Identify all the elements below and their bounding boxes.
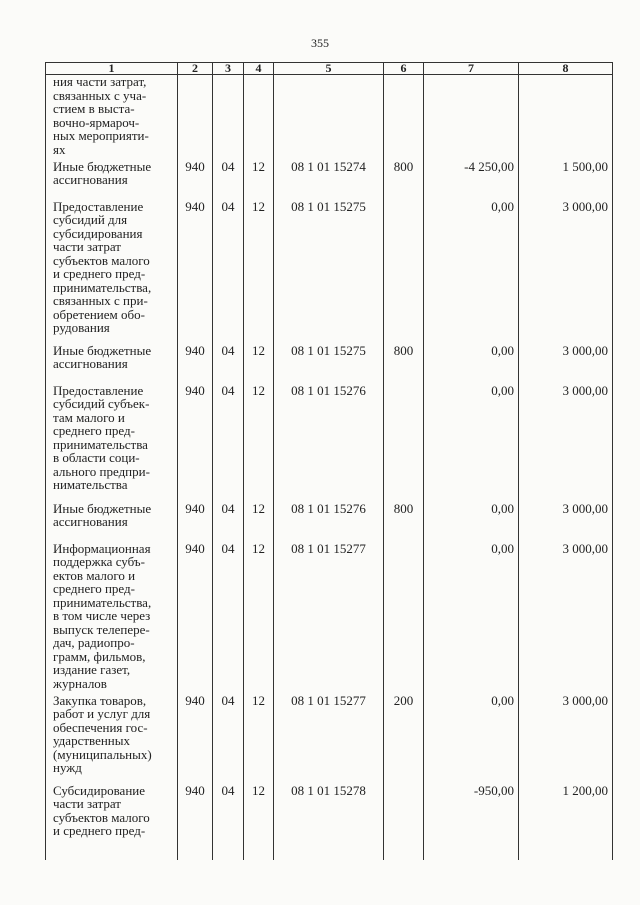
cell-section: 04: [213, 382, 244, 500]
name-line: ального предпри-: [53, 463, 150, 479]
name-line: обеспечения гос-: [53, 719, 148, 735]
cell-change-amount: [424, 75, 519, 158]
name-line: дач, радиопро-: [53, 635, 135, 650]
cell-change-amount: 0,00: [424, 540, 519, 692]
name-line: вочно-ярмароч-: [53, 114, 140, 130]
cell-expense-type: [384, 75, 424, 158]
cell-section: [213, 75, 244, 158]
name-line: принимательства: [53, 436, 148, 452]
cell-expense-type: [384, 540, 424, 692]
name-line: нимательства: [53, 477, 128, 492]
name-line: стием в выста-: [53, 101, 135, 116]
cell-change-amount: -4 250,00: [424, 158, 519, 198]
cell-target-article: 08 1 01 15275: [274, 198, 384, 342]
cell-expense-type: 800: [384, 500, 424, 540]
table-row: [46, 692, 613, 782]
name-line: там малого и: [53, 409, 125, 425]
cell-name: [46, 382, 178, 500]
cell-section: 04: [213, 342, 244, 382]
table-row: [46, 198, 613, 342]
cell-ministry: 940: [178, 198, 213, 342]
cell-expense-type: [384, 382, 424, 500]
name-line: Предоставление: [53, 382, 144, 398]
header-row: [46, 63, 613, 75]
cell-total-amount: 3 000,00: [519, 198, 613, 342]
name-line: ассигнования: [53, 514, 128, 529]
name-line: среднего пред-: [53, 581, 135, 596]
column-header: 4: [244, 63, 274, 75]
cell-target-article: 08 1 01 15276: [274, 500, 384, 540]
name-line: субсидий для: [53, 212, 128, 227]
cell-ministry: 940: [178, 382, 213, 500]
cell-change-amount: 0,00: [424, 342, 519, 382]
cell-change-amount: 0,00: [424, 382, 519, 500]
name-line: субъектов малого: [53, 252, 150, 268]
name-line: поддержка субъ-: [53, 554, 145, 569]
cell-target-article: 08 1 01 15277: [274, 540, 384, 692]
column-header: 6: [384, 63, 424, 75]
name-line: рудования: [53, 320, 110, 335]
name-line: ассигнования: [53, 172, 128, 187]
name-line: ектов малого и: [53, 567, 136, 583]
cell-total-amount: 1 500,00: [519, 158, 613, 198]
cell-name: [46, 540, 178, 692]
name-line: субсидий субъек-: [53, 396, 150, 411]
table-row: [46, 382, 613, 500]
cell-section: 04: [213, 782, 244, 860]
table-row: [46, 75, 613, 158]
name-line: Информационная: [53, 540, 151, 556]
cell-subsection: [244, 75, 274, 158]
cell-section: 04: [213, 692, 244, 782]
name-line: ных мероприяти-: [53, 128, 149, 143]
cell-change-amount: 0,00: [424, 198, 519, 342]
name-line: ударственных: [53, 733, 130, 748]
cell-name: [46, 75, 178, 158]
cell-expense-type: [384, 782, 424, 860]
name-line: части затрат: [53, 796, 121, 811]
column-header: 5: [274, 63, 384, 75]
cell-name: [46, 198, 178, 342]
cell-total-amount: 3 000,00: [519, 342, 613, 382]
cell-name: [46, 782, 178, 860]
table-row: [46, 158, 613, 198]
cell-section: 04: [213, 500, 244, 540]
name-line: принимательства,: [53, 594, 152, 610]
name-line: Субсидирование: [53, 782, 146, 798]
name-line: Закупка товаров,: [53, 692, 147, 708]
name-line: журналов: [53, 675, 107, 691]
name-line: связанных с при-: [53, 293, 148, 308]
column-header: 1: [46, 63, 178, 75]
name-line: субъектов малого: [53, 809, 150, 825]
cell-target-article: 08 1 01 15278: [274, 782, 384, 860]
cell-section: 04: [213, 198, 244, 342]
name-line: Иные бюджетные: [53, 158, 152, 174]
cell-subsection: 12: [244, 158, 274, 198]
cell-expense-type: 800: [384, 342, 424, 382]
name-line: принимательства,: [53, 279, 152, 295]
cell-name: [46, 692, 178, 782]
name-line: ассигнования: [53, 356, 128, 371]
cell-section: 04: [213, 158, 244, 198]
cell-change-amount: -950,00: [424, 782, 519, 860]
name-line: среднего пред-: [53, 423, 135, 438]
cell-ministry: [178, 75, 213, 158]
name-line: нужд: [53, 760, 82, 775]
cell-target-article: 08 1 01 15276: [274, 382, 384, 500]
name-line: грамм, фильмов,: [53, 648, 146, 664]
cell-name: [46, 500, 178, 540]
table-row: [46, 782, 613, 860]
name-line: в области соци-: [53, 450, 140, 465]
column-header: 3: [213, 63, 244, 75]
name-line: субсидирования: [53, 225, 143, 241]
name-line: обретением обо-: [53, 306, 145, 322]
name-line: выпуск телепере-: [53, 621, 150, 637]
cell-section: 04: [213, 540, 244, 692]
cell-name: [46, 158, 178, 198]
cell-ministry: 940: [178, 692, 213, 782]
cell-total-amount: 3 000,00: [519, 382, 613, 500]
cell-target-article: 08 1 01 15275: [274, 342, 384, 382]
name-line: ния части затрат,: [53, 74, 147, 89]
table-row: [46, 500, 613, 540]
cell-ministry: 940: [178, 500, 213, 540]
cell-ministry: 940: [178, 158, 213, 198]
column-header: 7: [424, 63, 519, 75]
name-line: издание газет,: [53, 662, 131, 677]
cell-change-amount: 0,00: [424, 692, 519, 782]
name-line: связанных с уча-: [53, 87, 147, 103]
name-line: ях: [53, 141, 66, 157]
cell-total-amount: 1 200,00: [519, 782, 613, 860]
cell-ministry: 940: [178, 782, 213, 860]
cell-subsection: 12: [244, 692, 274, 782]
page-number: 355: [311, 36, 329, 50]
cell-subsection: 12: [244, 382, 274, 500]
cell-subsection: 12: [244, 198, 274, 342]
table-row: [46, 342, 613, 382]
name-line: Иные бюджетные: [53, 342, 152, 358]
cell-target-article: 08 1 01 15274: [274, 158, 384, 198]
column-header: 2: [178, 63, 213, 75]
table-row: [46, 540, 613, 692]
cell-subsection: 12: [244, 540, 274, 692]
cell-change-amount: 0,00: [424, 500, 519, 540]
cell-ministry: 940: [178, 540, 213, 692]
name-line: и среднего пред-: [53, 266, 146, 281]
cell-expense-type: 800: [384, 158, 424, 198]
cell-expense-type: [384, 198, 424, 342]
name-line: Иные бюджетные: [53, 500, 152, 516]
name-line: в том числе через: [53, 608, 151, 623]
cell-total-amount: 3 000,00: [519, 692, 613, 782]
cell-total-amount: 3 000,00: [519, 540, 613, 692]
name-line: (муниципальных): [53, 746, 152, 762]
cell-subsection: 12: [244, 500, 274, 540]
name-line: части затрат: [53, 239, 121, 254]
cell-ministry: 940: [178, 342, 213, 382]
cell-total-amount: [519, 75, 613, 158]
cell-subsection: 12: [244, 342, 274, 382]
cell-subsection: 12: [244, 782, 274, 860]
name-line: Предоставление: [53, 198, 144, 214]
column-header: 8: [519, 63, 613, 75]
cell-expense-type: 200: [384, 692, 424, 782]
cell-total-amount: 3 000,00: [519, 500, 613, 540]
name-line: и среднего пред-: [53, 823, 146, 838]
cell-target-article: [274, 75, 384, 158]
cell-target-article: 08 1 01 15277: [274, 692, 384, 782]
cell-name: [46, 342, 178, 382]
name-line: работ и услуг для: [53, 706, 151, 721]
budget-table: [45, 62, 613, 860]
